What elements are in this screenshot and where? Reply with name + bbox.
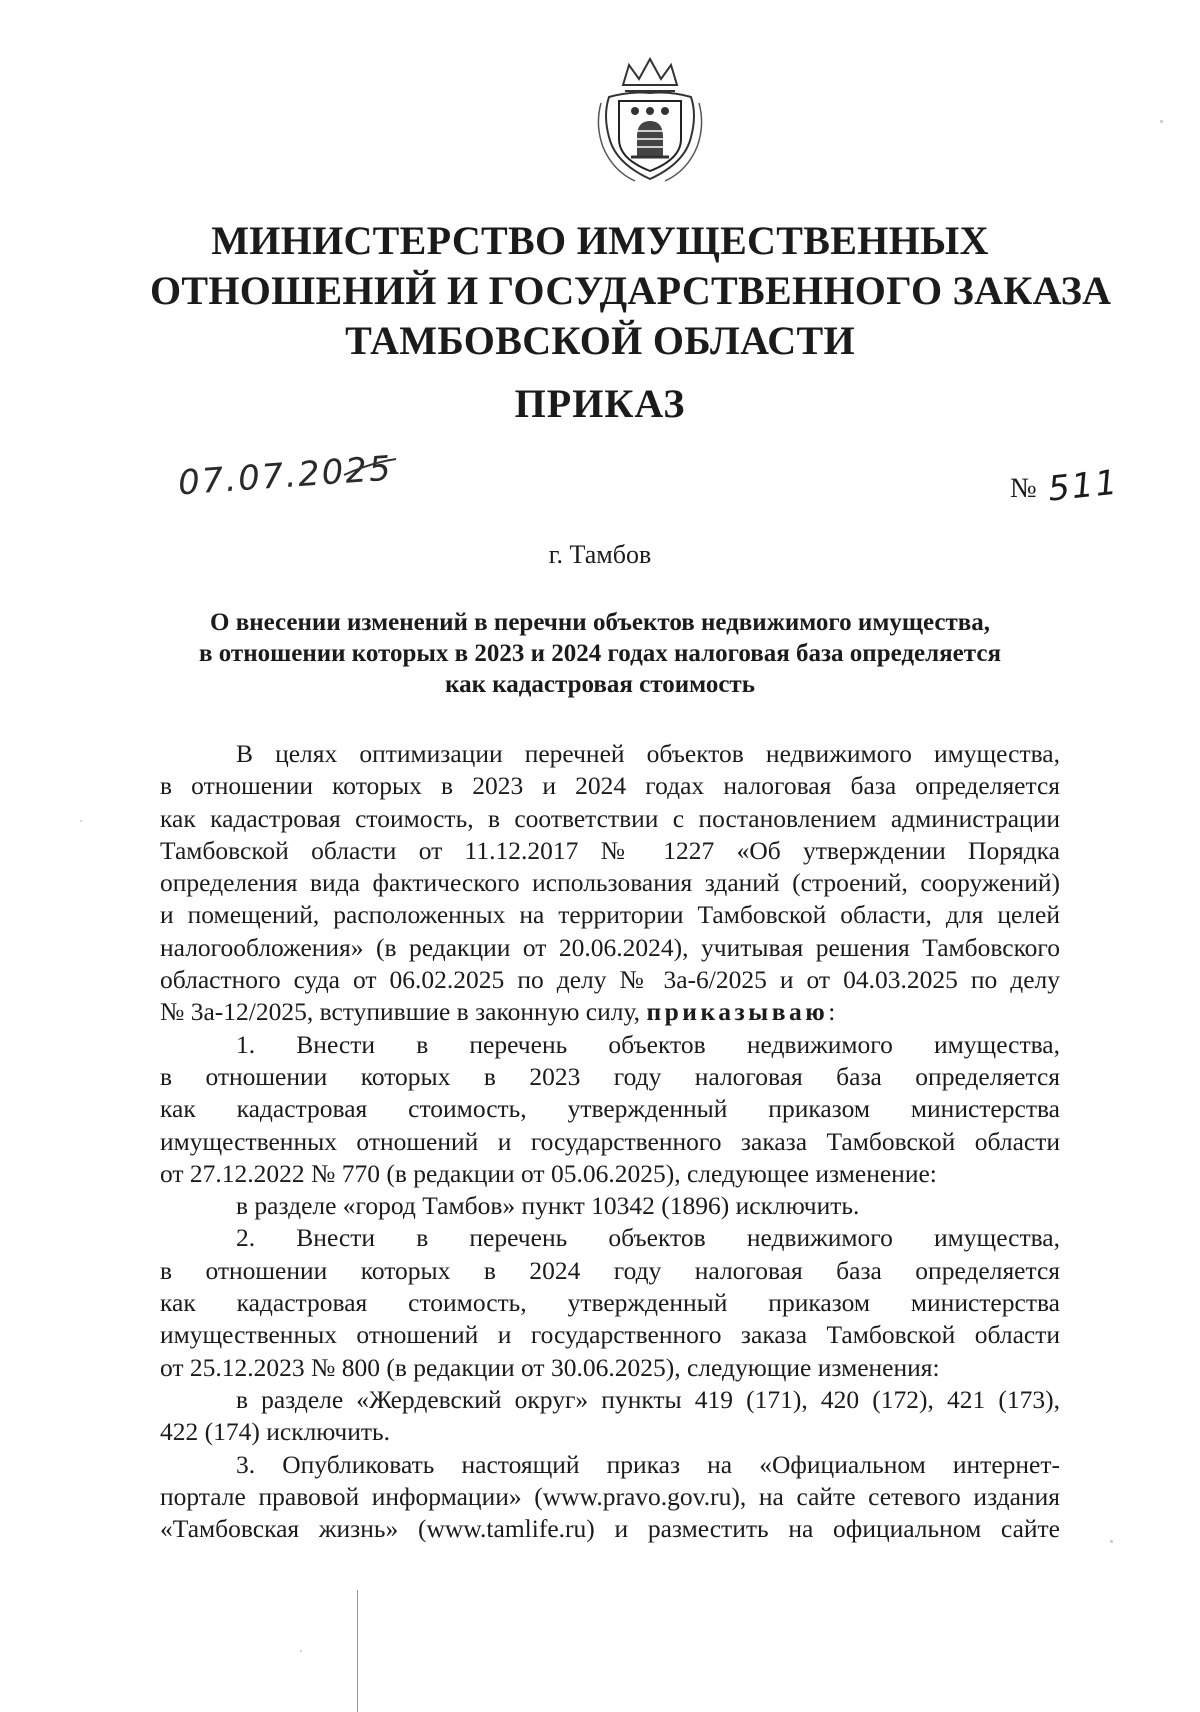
number-prefix: №: [1010, 473, 1037, 504]
clause-3-line: «Тамбовская жизнь» (www.tamlife.ru) и разместить на официальном сайте: [160, 1514, 1060, 1544]
clause-1-line: 1. Внести в перечень объектов недвижимого имущества,: [236, 1029, 1060, 1059]
ministry-name: [150, 216, 1112, 366]
title-line: в отношении которых в 2023 и 2024 годах налоговая база определяется: [199, 640, 1001, 667]
clause-2-change: в разделе «Жердевский округ» пункты 419 (171), 420 (172), 421 (173),: [236, 1384, 1060, 1414]
clause-1-line: в отношении которых в 2023 году налоговая база определяется: [160, 1061, 1060, 1091]
clause-2-line: как кадастровая стоимость, утвержденный приказом министерства: [160, 1288, 1060, 1318]
body-line: в отношении которых в 2023 и 2024 годах налоговая база определяется: [160, 771, 1060, 801]
body-line: В целях оптимизации перечней объектов недвижимого имущества,: [236, 739, 1060, 768]
scan-margin-line: [357, 1590, 358, 1712]
body-line: и помещений, расположенных на территории Тамбовской области, для целей: [160, 900, 1060, 930]
body-line: Тамбовской области от 11.12.2017 № 1227 «Об утверждении Порядка: [160, 835, 1060, 865]
clause-2-line: 2. Внести в перечень объектов недвижимого имущества,: [236, 1223, 1060, 1253]
clause-2-line: от 25.12.2023 № 800 (в редакции от 30.06.2025), следующие изменения:: [160, 1352, 940, 1382]
ministry-line: МИНИСТЕРСТВО ИМУЩЕСТВЕННЫХ: [211, 218, 989, 263]
document-number: [1010, 462, 1121, 510]
clause-1-line: от 27.12.2022 № 770 (в редакции от 05.06.2025), следующее изменение:: [160, 1158, 937, 1188]
body-text: № 3а-12/2025, вступившие в законную силу,: [160, 997, 647, 1027]
date-underline-stroke: [340, 455, 400, 485]
clause-2-change: 422 (174) исключить.: [160, 1417, 391, 1447]
body-text: :: [828, 997, 836, 1027]
body-line: как кадастровая стоимость, в соответствии с постановлением администрации: [160, 803, 1060, 833]
handwritten-date: 07.07.2025: [176, 448, 394, 504]
body-line: [160, 996, 1060, 1028]
order-keyword: приказываю: [646, 997, 829, 1027]
clause-2-line: имущественных отношений и государственного заказа Тамбовской области: [160, 1320, 1060, 1350]
clause-1-line: имущественных отношений и государственного заказа Тамбовской области: [160, 1126, 1060, 1156]
body-line: областного суда от 06.02.2025 по делу № 3а-6/2025 и от 04.03.2025 по делу: [160, 965, 1060, 995]
document-type: ПРИКАЗ: [514, 381, 686, 426]
scan-speck: [80, 820, 82, 822]
body-line: определения вида фактического использования зданий (строений, сооружений): [160, 868, 1060, 898]
body-line: налогообложения» (в редакции от 20.06.2024), учитывая решения Тамбовского: [160, 932, 1060, 962]
city-line: г. Тамбов: [548, 540, 652, 569]
scan-speck: [1160, 120, 1163, 123]
ministry-line: ТАМБОВСКОЙ ОБЛАСТИ: [345, 318, 855, 363]
clause-3-line: 3. Опубликовать настоящий приказ на «Официальном интернет-: [236, 1449, 1060, 1479]
scan-speck: [300, 1650, 302, 1652]
coat-of-arms-emblem: [595, 55, 705, 185]
order-body: [160, 738, 1060, 1545]
clause-1-change: в разделе «город Тамбов» пункт 10342 (1896) исключить.: [236, 1191, 860, 1221]
ministry-line: ОТНОШЕНИЙ И ГОСУДАРСТВЕННОГО ЗАКАЗА: [150, 268, 1112, 313]
clause-2-line: в отношении которых в 2024 году налоговая база определяется: [160, 1255, 1060, 1285]
clause-3-line: портале правовой информации» (www.pravo.gov.ru), на сайте сетевого издания: [160, 1481, 1060, 1511]
title-line: О внесении изменений в перечни объектов недвижимого имущества,: [210, 609, 990, 636]
title-line: как кадастровая стоимость: [445, 671, 755, 698]
scan-speck: [1110, 1540, 1113, 1543]
handwritten-number: 511: [1045, 462, 1121, 510]
clause-1-line: как кадастровая стоимость, утвержденный приказом министерства: [160, 1094, 1060, 1124]
order-title: [160, 607, 1040, 700]
